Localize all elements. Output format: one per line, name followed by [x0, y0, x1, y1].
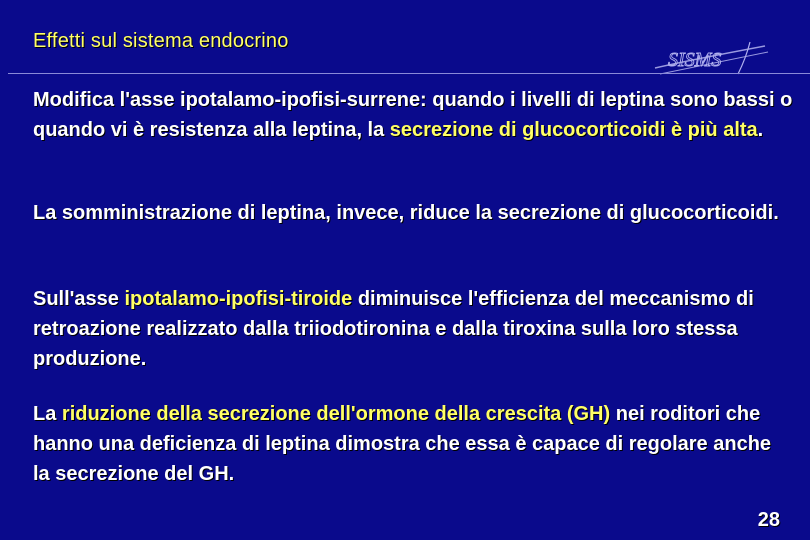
paragraph-text: Modifica l'asse ipotalamo-ipofisi-surrene: quando i livelli di leptina sono bassi o quando vi è resistenza alla leptina, la [33, 89, 793, 141]
highlighted-text: ipotalamo-ipofisi-tiroide [124, 288, 353, 310]
paragraph-text: nei roditori che hanno una deficienza di leptina dimostra che essa è capace di regolare anche la secrezione del GH. [33, 403, 772, 485]
logo-lettering: SISMS [668, 49, 722, 71]
highlighted-text: secrezione di glucocorticoidi è più alta [389, 119, 758, 141]
paragraph-text: diminuisce l'efficienza del meccanismo di retroazione realizzato dalla triiodotironina e dalla tiroxina sulla loro stessa produzione. [33, 288, 754, 370]
paragraph-text: . [757, 119, 764, 141]
highlighted-text: riduzione della secrezione dell'ormone della crescita (GH) [61, 403, 611, 425]
paragraph-growth-hormone [33, 399, 793, 489]
paragraph-hpa-axis [33, 85, 793, 145]
paragraph-leptin-administration [33, 198, 793, 228]
paragraph-text: La [33, 403, 62, 425]
paragraph-thyroid-axis [33, 284, 793, 374]
paragraph-text: La somministrazione di leptina, invece, riduce la secrezione di glucocorticoidi. [33, 202, 779, 224]
slide-title: Effetti sul sistema endocrino [33, 30, 289, 52]
paragraph-text: Sull'asse [33, 288, 125, 310]
page-number: 28 [757, 509, 780, 531]
title-divider [8, 73, 810, 74]
society-logo [650, 38, 770, 78]
